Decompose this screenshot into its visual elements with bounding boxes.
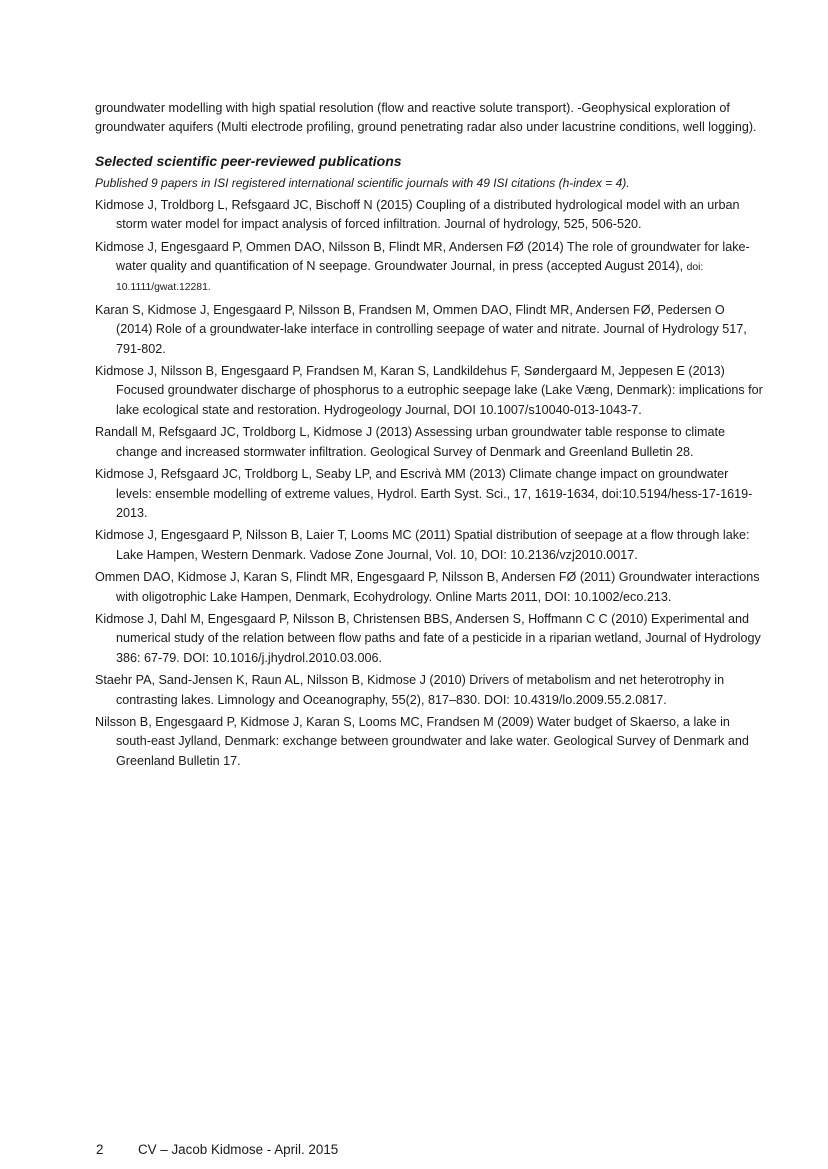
intro-paragraph: groundwater modelling with high spatial resolution (flow and reactive solute transport). -Geophysical exploration of groundwater aquifers (Multi electrode profiling, ground penetrating radar also under lacustrine conditions, well logging). xyxy=(95,101,757,135)
page-content xyxy=(95,99,763,774)
publication-item xyxy=(95,196,763,235)
publication-text: Kidmose J, Refsgaard JC, Troldborg L, Seaby LP, and Escrivà MM (2013) Climate change impact on groundwater levels: ensemble modelling of extreme values, Hydrol. Earth Syst. Sci., 17, 1619-1634, doi:10.5194/hess-17-1619-2013. xyxy=(95,467,753,520)
publication-item xyxy=(95,301,763,359)
publication-item xyxy=(95,713,763,771)
publication-item xyxy=(95,610,763,668)
page-number: 2 xyxy=(96,1142,104,1157)
publication-item xyxy=(95,671,763,710)
publication-text: Kidmose J, Engesgaard P, Ommen DAO, Nilsson B, Flindt MR, Andersen FØ (2014) The role of groundwater for lake-water quality and quantification of N seepage. Groundwater Journal, in press (accepted August 2014), xyxy=(95,239,750,274)
publication-text: Staehr PA, Sand-Jensen K, Raun AL, Nilsson B, Kidmose J (2010) Drivers of metabolism and net heterotrophy in contrasting lakes. Limnology and Oceanography, 55(2), 817–830. DOI: 10.4319/lo.2009.55.2.0817. xyxy=(95,673,725,707)
publication-item xyxy=(95,362,763,420)
publication-text: Kidmose J, Dahl M, Engesgaard P, Nilsson B, Christensen BBS, Andersen S, Hoffmann C C (2010) Experimental and numerical study of the relation between flow paths and fate of a pesticide in a riparian wetland, Journal of Hydrology 386: 67-79. DOI: 10.1016/j.jhydrol.2010.03.006. xyxy=(95,611,761,665)
publication-doi: doi: 10.1111/gwat.12281. xyxy=(116,262,704,294)
publication-item xyxy=(95,423,763,462)
publication-summary: Published 9 papers in ISI registered international scientific journals with 49 ISI citations (h-index = 4). xyxy=(95,175,630,190)
publication-item xyxy=(95,238,763,298)
footer-text: CV – Jacob Kidmose - April. 2015 xyxy=(138,1142,339,1157)
publication-item xyxy=(95,568,763,607)
section-heading: Selected scientific peer-reviewed publications xyxy=(95,152,402,169)
publication-text: Randall M, Refsgaard JC, Troldborg L, Kidmose J (2013) Assessing urban groundwater table response to climate change and increased stormwater infiltration. Geological Survey of Denmark and Greenland Bulletin 28. xyxy=(95,425,726,459)
publication-text: Karan S, Kidmose J, Engesgaard P, Nilsson B, Frandsen M, Ommen DAO, Flindt MR, Andersen FØ, Pedersen O (2014) Role of a groundwater-lake interface in controlling seepage of water and nitrate. Journal of Hydrology 517, 791-802. xyxy=(95,302,747,356)
page-footer xyxy=(96,1142,338,1158)
publication-list xyxy=(95,196,763,771)
publication-text: Kidmose J, Nilsson B, Engesgaard P, Frandsen M, Karan S, Landkildehus F, Søndergaard M, Jeppesen E (2013) Focused groundwater discharge of phosphorus to a eutrophic seepage lake (Lake Væng, Denmark): implications for lake ecological state and restoration. Hydrogeology Journal, DOI 10.1007/s10040-013-1043-7. xyxy=(95,364,763,417)
publication-item xyxy=(95,465,763,523)
publication-text: Nilsson B, Engesgaard P, Kidmose J, Karan S, Looms MC, Frandsen M (2009) Water budget of Skaerso, a lake in south-east Jylland, Denmark: exchange between groundwater and lake water. Geological Survey of Denmark and Greenland Bulletin 17. xyxy=(95,714,749,768)
publication-text: Kidmose J, Engesgaard P, Nilsson B, Laier T, Looms MC (2011) Spatial distribution of seepage at a flow through lake: Lake Hampen, Western Denmark. Vadose Zone Journal, Vol. 10, DOI: 10.2136/vzj2010.0017. xyxy=(95,528,750,562)
publication-text: Ommen DAO, Kidmose J, Karan S, Flindt MR, Engesgaard P, Nilsson B, Andersen FØ (2011) Groundwater interactions with oligotrophic Lake Hampen, Denmark, Ecohydrology. Online Marts 2011, DOI: 10.1002/eco.213. xyxy=(95,570,760,604)
publication-text: Kidmose J, Troldborg L, Refsgaard JC, Bischoff N (2015) Coupling of a distributed hydrological model with an urban storm water model for impact analysis of forced infiltration. Journal of hydrology, 525, 506-520. xyxy=(95,197,740,232)
publication-item xyxy=(95,526,763,565)
